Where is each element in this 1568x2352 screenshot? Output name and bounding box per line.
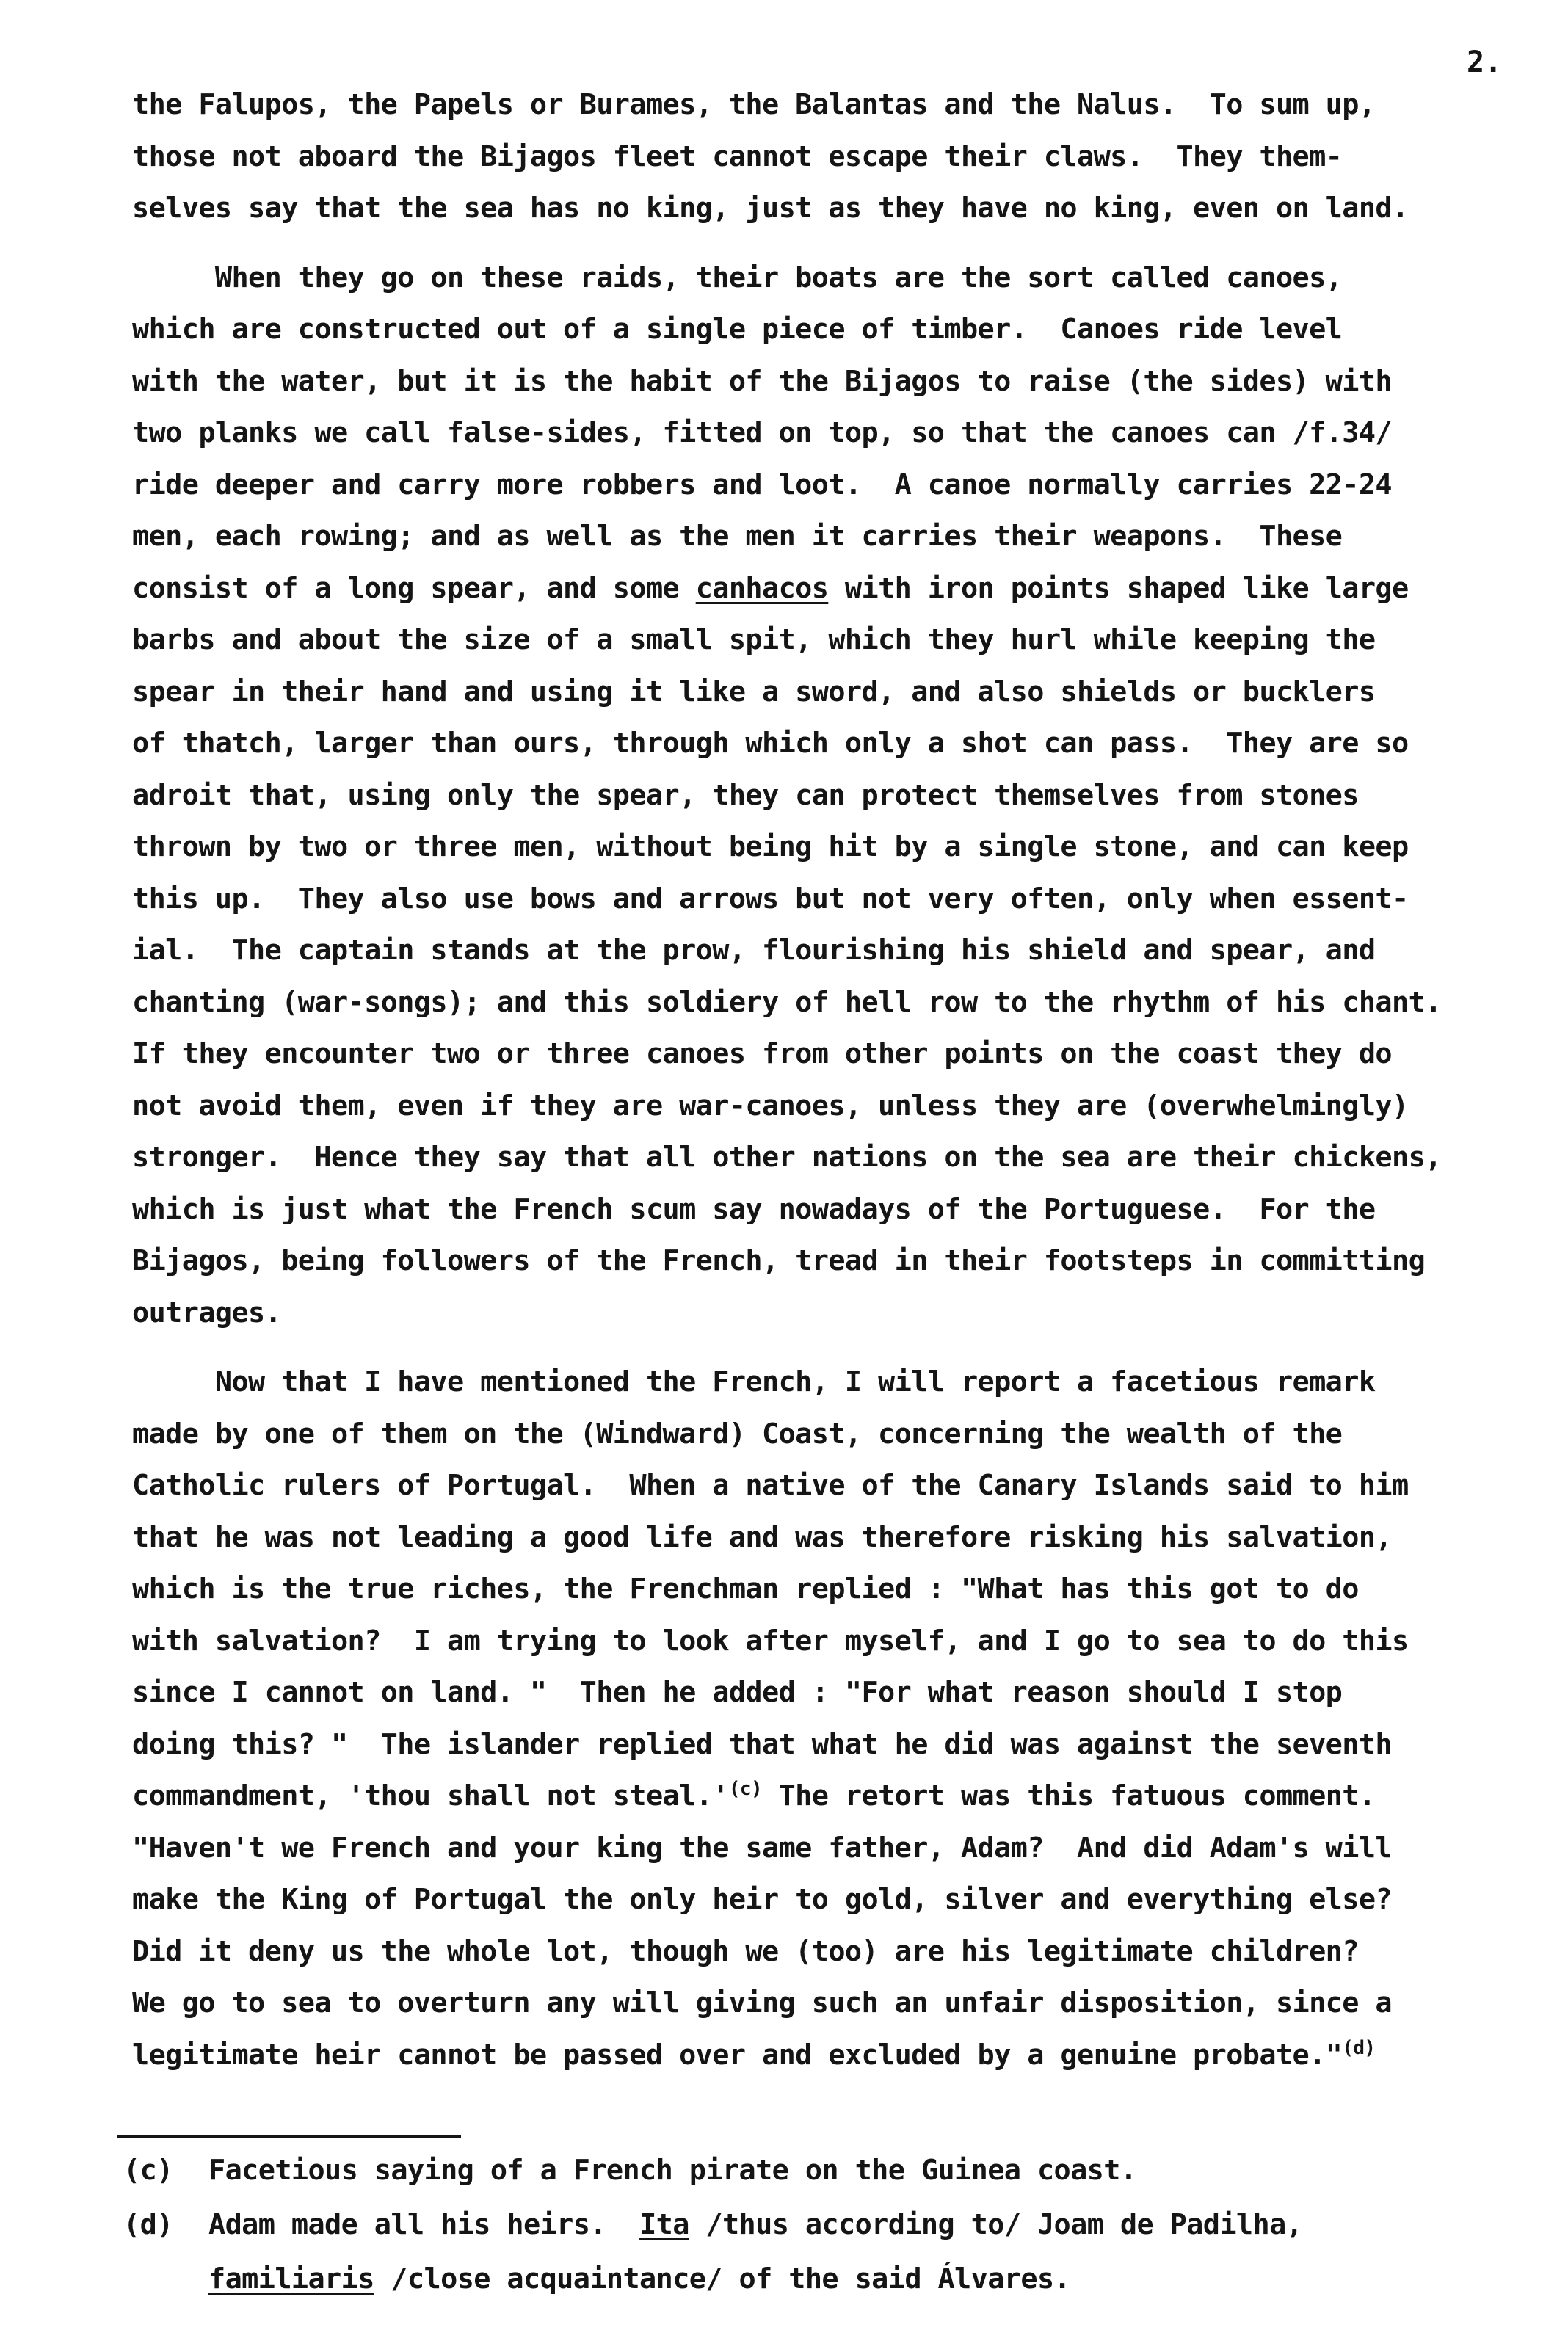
text-line: two planks we call false-sides, fitted on top, so that the canoes can /f.34/ (132, 416, 1393, 449)
text-segment: commandment, 'thou shall not steal.' (132, 1779, 729, 1812)
paragraph-3 (132, 1357, 1512, 2081)
text-line: made by one of them on the (Windward) Coast, concerning the wealth of the (132, 1417, 1343, 1451)
text-segment: /close acquaintance/ of the said Álvares. (374, 2262, 1071, 2295)
text-line: ride deeper and carry more robbers and loot. A canoe normally carries 22-24 (132, 468, 1393, 501)
text-line: Catholic rulers of Portugal. When a native of the Canary Islands said to him (132, 1469, 1409, 1502)
page-number: 2. (1467, 46, 1503, 79)
underlined-term: Ita (639, 2208, 689, 2241)
footnote-text (208, 2198, 1518, 2306)
footnote-mark: (d) (123, 2208, 173, 2241)
paragraph-gap (132, 235, 1512, 253)
text-line: doing this? " The islander replied that what he did was against the seventh (132, 1727, 1393, 1761)
text-line: Did it deny us the whole lot, though we (too) are his legitimate children? (132, 1934, 1359, 1968)
text-segment: legitimate heir cannot be passed over and excluded by a genuine probate." (132, 2038, 1343, 2072)
footnote-d (123, 2198, 1518, 2306)
footnotes (123, 2144, 1518, 2306)
text-segment: with iron points shaped like large (828, 571, 1409, 605)
underlined-term: familiaris (208, 2262, 374, 2295)
text-line: that he was not leading a good life and was therefore risking his salvation, (132, 1520, 1393, 1554)
text-line: chanting (war-songs); and this soldiery of hell row to the rhythm of his chant. (132, 985, 1442, 1019)
text-line (132, 1771, 1512, 1823)
footnote-mark: (c) (123, 2154, 173, 2187)
text-line (132, 563, 1512, 615)
footnote-ref-d: (d) (1342, 2036, 1376, 2059)
footnote-c (123, 2144, 1518, 2198)
footnote-ref-c: (c) (728, 1778, 763, 1801)
paragraph-gap (132, 1339, 1512, 1357)
text-line: We go to sea to overturn any will giving such an unfair disposition, since a (132, 1986, 1393, 2019)
text-line: "Haven't we French and your king the same father, Adam? And did Adam's will (132, 1831, 1393, 1865)
footnote-text: Facetious saying of a French pirate on the Guinea coast. (208, 2154, 1137, 2187)
text-line: the Falupos, the Papels or Burames, the Balantas and the Nalus. To sum up, (132, 88, 1376, 121)
text-line: men, each rowing; and as well as the men it carries their weapons. These (132, 520, 1343, 553)
text-line: selves say that the sea has no king, just as they have no king, even on land. (132, 192, 1409, 225)
text-line: since I cannot on land. " Then he added : "For what reason should I stop (132, 1676, 1343, 1709)
text-line: which is the true riches, the Frenchman replied : "What has this got to do (132, 1572, 1359, 1605)
text-segment: The retort was this fatuous comment. (762, 1779, 1376, 1812)
text-line: Now that I have mentioned the French, I will report a facetious remark (132, 1365, 1376, 1398)
text-line: ial. The captain stands at the prow, flourishing his shield and spear, and (132, 934, 1376, 967)
paragraph-2 (132, 253, 1512, 1340)
text-line: this up. They also use bows and arrows but not very often, only when essent- (132, 882, 1409, 915)
text-segment: Adam made all his heirs. (208, 2208, 640, 2241)
text-line: not avoid them, even if they are war-canoes, unless they are (overwhelmingly) (132, 1089, 1409, 1122)
footnote-line (208, 2252, 1518, 2306)
text-line: adroit that, using only the spear, they can protect themselves from stones (132, 778, 1359, 812)
text-line: with the water, but it is the habit of the Bijagos to raise (the sides) with (132, 364, 1393, 398)
text-line: thrown by two or three men, without being hit by a single stone, and can keep (132, 830, 1409, 863)
text-line: with salvation? I am trying to look after myself, and I go to sea to do this (132, 1624, 1409, 1658)
text-line: Bijagos, being followers of the French, tread in their footsteps in committing (132, 1244, 1426, 1277)
text-line: make the King of Portugal the only heir to gold, silver and everything else? (132, 1883, 1393, 1916)
footnote-divider (117, 2135, 461, 2138)
text-segment: /thus according to/ Joam de Padilha, (689, 2208, 1303, 2241)
footnote-line (208, 2198, 1518, 2252)
text-line: those not aboard the Bijagos fleet cannot escape their claws. They them- (132, 139, 1343, 173)
text-line: spear in their hand and using it like a sword, and also shields or bucklers (132, 675, 1376, 708)
text-line: of thatch, larger than ours, through which only a shot can pass. They are so (132, 727, 1409, 760)
text-line: stronger. Hence they say that all other nations on the sea are their chickens, (132, 1141, 1442, 1174)
body-text (132, 79, 1512, 2081)
underlined-term: canhacos (695, 571, 829, 605)
text-line: which is just what the French scum say nowadays of the Portuguese. For the (132, 1192, 1376, 1226)
text-line: barbs and about the size of a small spit, which they hurl while keeping the (132, 623, 1376, 656)
text-line: outrages. (132, 1296, 282, 1329)
text-line: When they go on these raids, their boats are the sort called canoes, (132, 261, 1343, 294)
paragraph-1 (132, 79, 1512, 235)
text-segment: consist of a long spear, and some (132, 571, 696, 605)
text-line (132, 2030, 1512, 2082)
text-line: which are constructed out of a single piece of timber. Canoes ride level (132, 313, 1343, 346)
text-line: If they encounter two or three canoes from other points on the coast they do (132, 1037, 1393, 1070)
